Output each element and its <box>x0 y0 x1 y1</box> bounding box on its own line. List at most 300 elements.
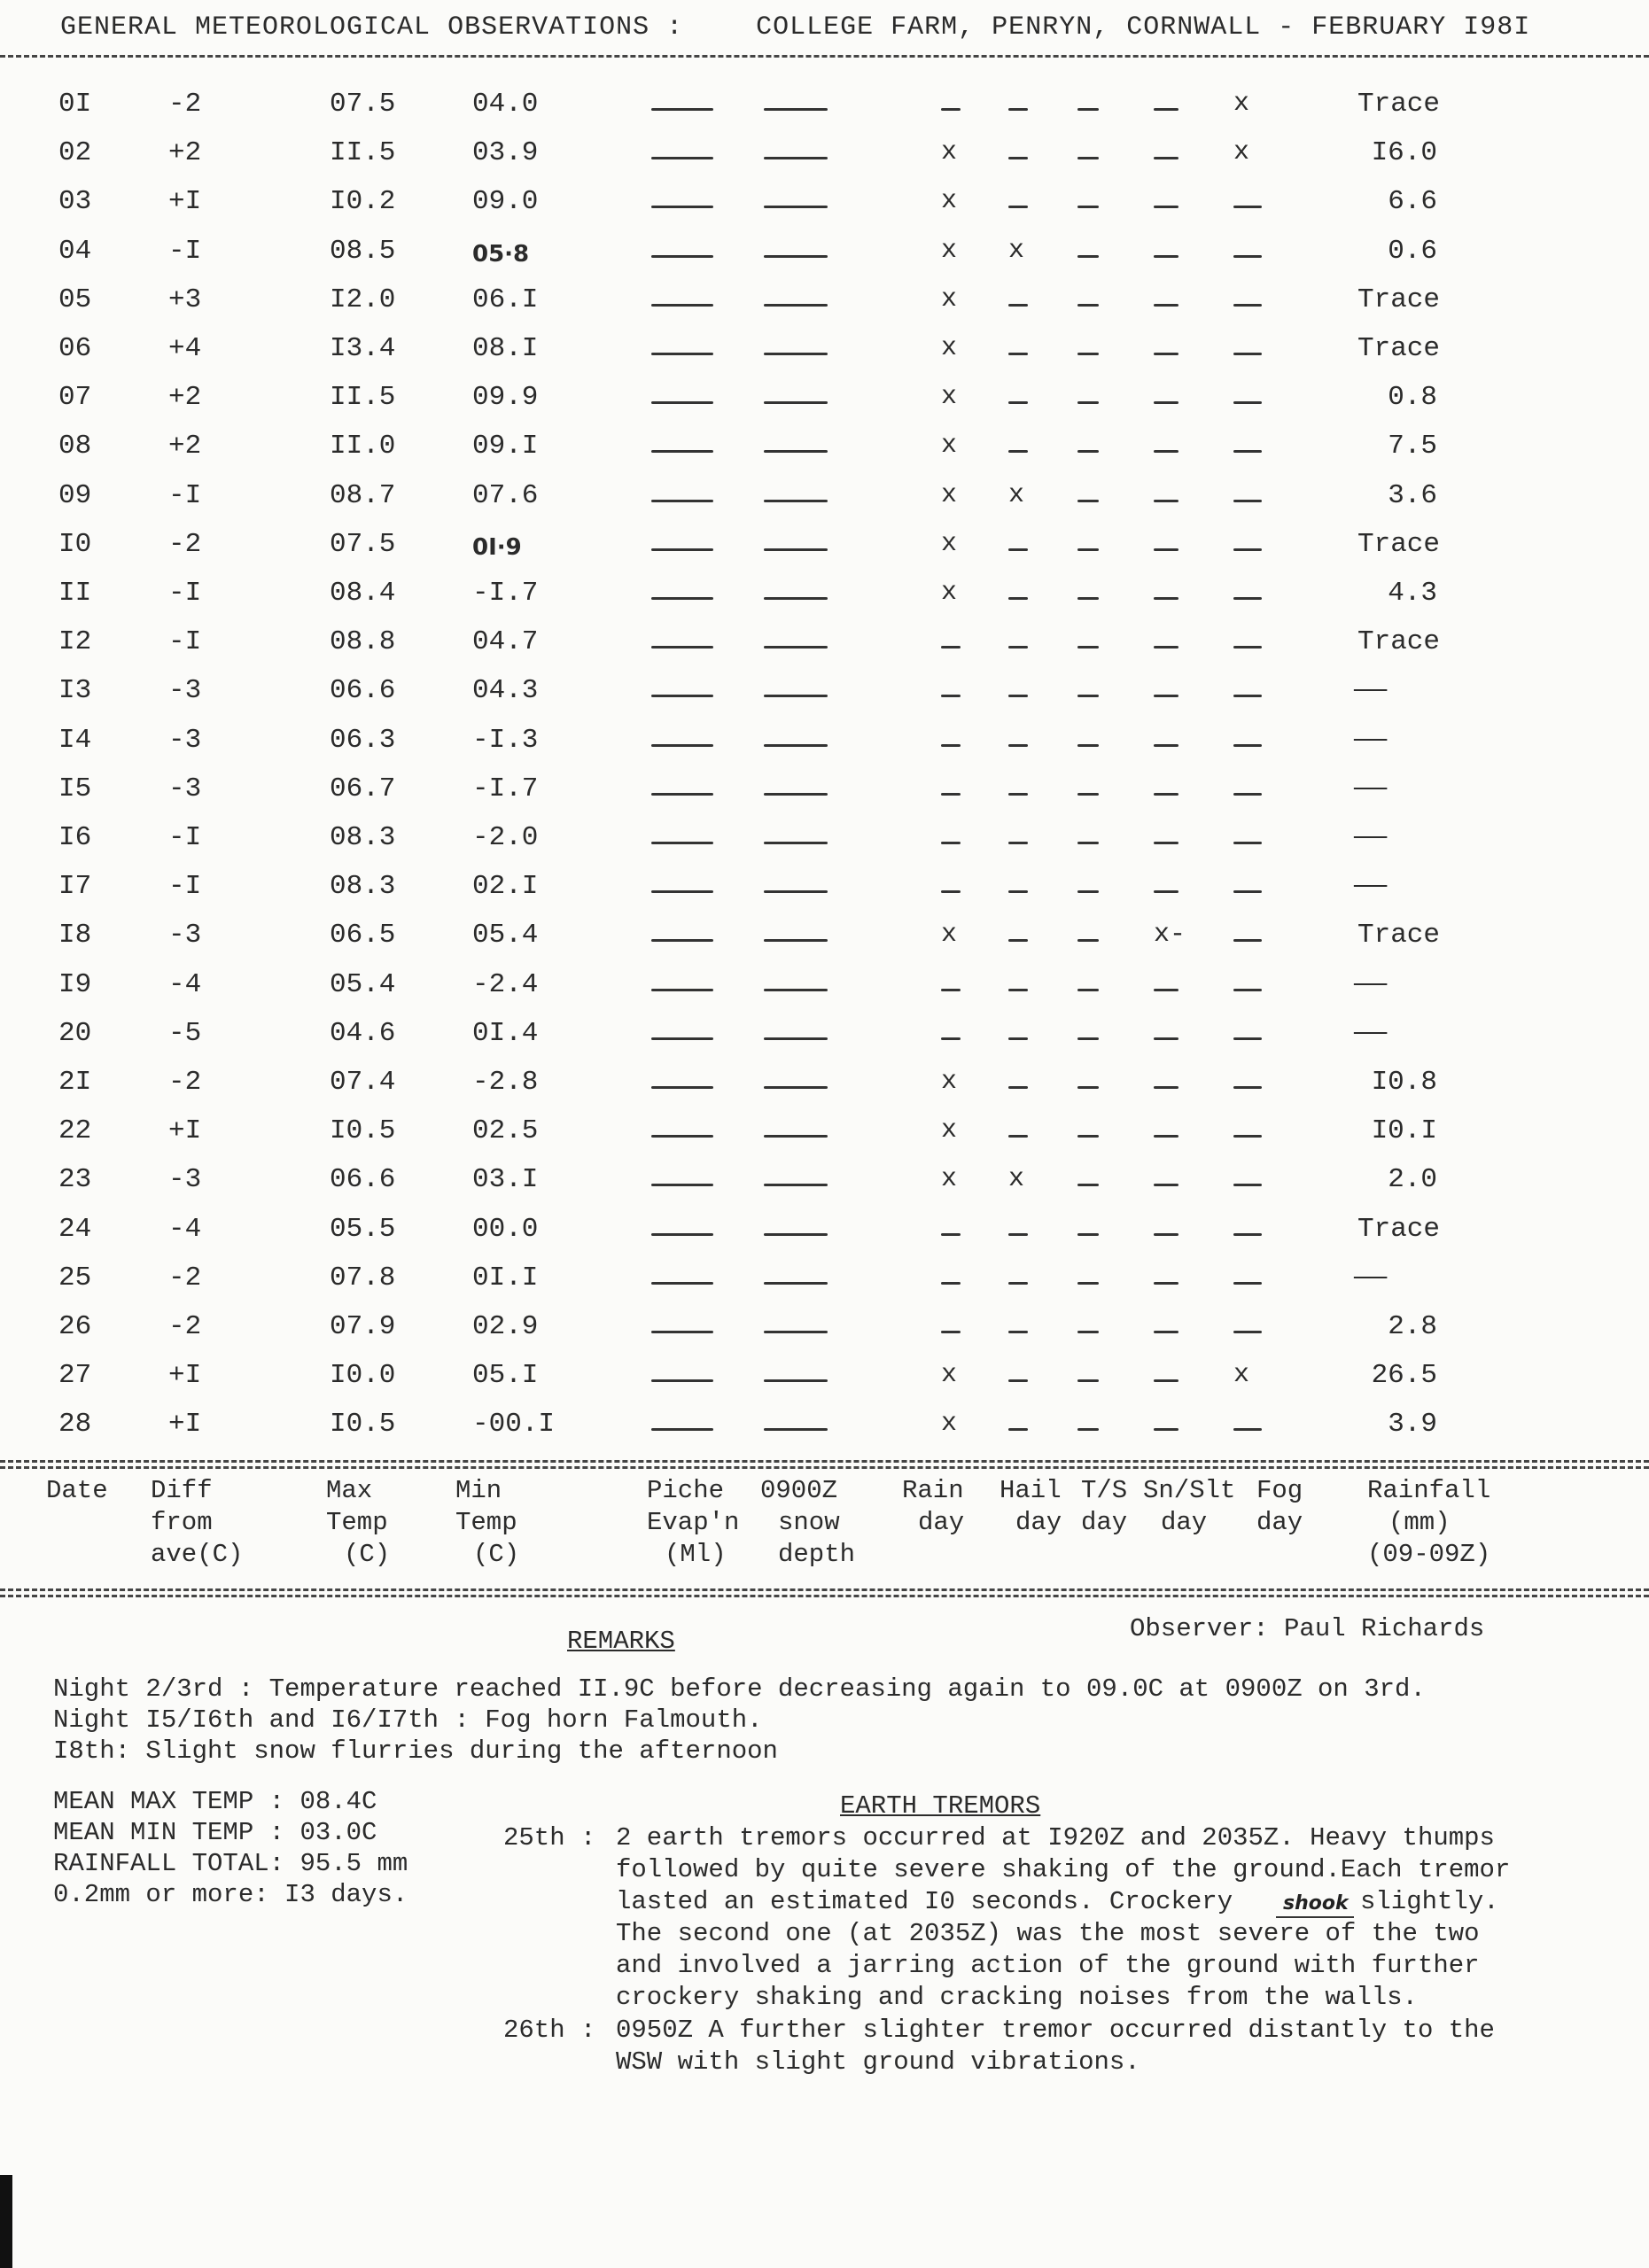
cell-sn-day-empty <box>1154 744 1178 747</box>
cell-date: 08 <box>58 431 92 462</box>
cell-rain-day: x <box>941 1360 958 1391</box>
snow-empty-dash <box>764 1135 828 1138</box>
cell-sn-day-empty <box>1154 842 1178 844</box>
cell-sn-day-empty <box>1154 1135 1178 1138</box>
cell-min-temp: 0I·9 <box>472 533 522 561</box>
cell-rain-day-empty <box>941 695 961 697</box>
table-row <box>0 382 1649 430</box>
cell-fog-day-empty <box>1233 1135 1262 1138</box>
snow-empty-dash <box>764 500 828 502</box>
cell-sn-day-empty <box>1154 890 1178 893</box>
cell-ts-day-empty <box>1077 206 1099 208</box>
cell-ts-day-empty <box>1077 597 1099 600</box>
cell-min-temp: 02.5 <box>472 1115 539 1147</box>
cell-rain-day-empty <box>941 744 961 747</box>
cell-ts-day-empty <box>1077 1135 1099 1138</box>
cell-rain-day: x <box>941 578 958 608</box>
cell-rain-day: x <box>941 186 958 217</box>
piche-empty-dash <box>651 1282 713 1285</box>
cell-sn-day-empty <box>1154 695 1178 697</box>
cell-date: 20 <box>58 1017 92 1049</box>
cell-ts-day-empty <box>1077 1428 1099 1431</box>
cell-diff: -2 <box>168 1311 202 1342</box>
cell-date: I7 <box>58 871 92 903</box>
cell-ts-day-empty <box>1077 1184 1099 1186</box>
cell-diff: +I <box>168 186 202 218</box>
col-head-snow: 0900Z snow depth <box>760 1476 856 1569</box>
cell-diff: +2 <box>168 431 202 462</box>
piche-empty-dash <box>651 646 713 649</box>
cell-rainfall: 2.0 <box>1388 1164 1437 1196</box>
cell-hail-day-empty <box>1008 597 1028 600</box>
cell-date: 25 <box>58 1262 92 1293</box>
cell-ts-day-empty <box>1077 890 1099 893</box>
cell-rainfall: Trace <box>1357 920 1441 951</box>
cell-date: I2 <box>58 626 92 658</box>
cell-sn-day-empty <box>1154 255 1178 258</box>
cell-min-temp: 05.I <box>472 1360 539 1392</box>
cell-rainfall: Trace <box>1357 89 1441 120</box>
snow-empty-dash <box>764 939 828 942</box>
cell-rain-day-empty <box>941 1282 961 1285</box>
cell-rain-day: x <box>941 479 958 510</box>
table-row <box>0 1115 1649 1163</box>
cell-max-temp: 08.8 <box>330 626 396 658</box>
table-row <box>0 675 1649 723</box>
cell-ts-day-empty <box>1077 450 1099 453</box>
cell-hail-day-empty <box>1008 108 1028 111</box>
cell-min-temp: 02.I <box>472 871 539 903</box>
col-head-diff: Diff from ave(C) <box>151 1476 244 1569</box>
summary-rain-days: 0.2mm or more: I3 days. <box>53 1880 408 1909</box>
cell-max-temp: I0.5 <box>330 1409 396 1441</box>
table-row <box>0 1360 1649 1408</box>
cell-sn-day-empty <box>1154 1233 1178 1236</box>
cell-sn-day-empty <box>1154 206 1178 208</box>
cell-fog-day-empty <box>1233 353 1262 355</box>
cell-sn-day-empty <box>1154 1379 1178 1382</box>
snow-empty-dash <box>764 304 828 307</box>
cell-hail-day-empty <box>1008 939 1028 942</box>
observer-name: Observer: Paul Richards <box>1130 1614 1485 1643</box>
remarks-title: REMARKS <box>567 1627 675 1656</box>
cell-ts-day-empty <box>1077 353 1099 355</box>
piche-empty-dash <box>651 401 713 404</box>
cell-ts-day-empty <box>1077 108 1099 111</box>
cell-max-temp: 07.9 <box>330 1311 396 1342</box>
cell-sn-day-empty <box>1154 1282 1178 1285</box>
snow-empty-dash <box>764 1037 828 1040</box>
cell-min-temp: 05.4 <box>472 920 539 951</box>
col-head-date: Date <box>46 1476 108 1505</box>
cell-rain-day: x <box>941 920 958 951</box>
cell-date: I8 <box>58 920 92 951</box>
cell-rainfall: —— <box>1354 675 1388 707</box>
cell-hail-day: x <box>1008 235 1025 266</box>
table-row <box>0 284 1649 332</box>
cell-date: 06 <box>58 333 92 364</box>
cell-hail-day-empty <box>1008 1379 1028 1382</box>
cell-max-temp: 06.6 <box>330 1164 396 1196</box>
cell-rain-day-empty <box>941 1233 961 1236</box>
cell-rainfall: —— <box>1354 871 1388 903</box>
cell-hail-day-empty <box>1008 989 1028 991</box>
cell-fog-day: x <box>1233 137 1250 168</box>
cell-hail-day-empty <box>1008 793 1028 796</box>
cell-rain-day-empty <box>941 793 961 796</box>
summary-rainfall-total: RAINFALL TOTAL: 95.5 mm <box>53 1849 408 1878</box>
cell-fog-day-empty <box>1233 842 1262 844</box>
tremor-date-25th: 25th : <box>503 1823 596 1852</box>
cell-hail-day-empty <box>1008 842 1028 844</box>
tremor-line-8: WSW with slight ground vibrations. <box>616 2047 1140 2077</box>
piche-empty-dash <box>651 1233 713 1236</box>
cell-rain-day: x <box>941 431 958 462</box>
cell-sn-day-empty <box>1154 450 1178 453</box>
piche-empty-dash <box>651 1379 713 1382</box>
cell-fog-day-empty <box>1233 255 1262 258</box>
cell-ts-day-empty <box>1077 157 1099 159</box>
tremor-line-5: and involved a jarring action of the ground with further <box>616 1951 1480 1980</box>
cell-ts-day-empty <box>1077 695 1099 697</box>
table-row <box>0 333 1649 381</box>
piche-empty-dash <box>651 450 713 453</box>
cell-rain-day-empty <box>941 646 961 649</box>
cell-rainfall: 6.6 <box>1388 186 1437 218</box>
cell-hail-day-empty <box>1008 206 1028 208</box>
tremor-line-7: 0950Z A further slighter tremor occurred distantly to the <box>616 2016 1495 2045</box>
cell-min-temp: 08.I <box>472 333 539 364</box>
cell-diff: -3 <box>168 920 202 951</box>
cell-min-temp: -I.7 <box>472 773 539 804</box>
cell-rainfall: —— <box>1354 773 1388 804</box>
cell-hail-day-empty <box>1008 890 1028 893</box>
cell-min-temp: 00.0 <box>472 1213 539 1245</box>
cell-max-temp: II.5 <box>330 382 396 414</box>
piche-empty-dash <box>651 353 713 355</box>
piche-empty-dash <box>651 1135 713 1138</box>
cell-max-temp: 08.3 <box>330 822 396 853</box>
table-row <box>0 578 1649 625</box>
col-head-rainfall: Rainfall (mm) (09-09Z) <box>1367 1476 1491 1569</box>
cell-rain-day-empty <box>941 1037 961 1040</box>
cell-rain-day-empty <box>941 1331 961 1333</box>
cell-rainfall: 3.9 <box>1388 1409 1437 1441</box>
piche-empty-dash <box>651 548 713 551</box>
cell-max-temp: 04.6 <box>330 1017 396 1049</box>
cell-hail-day: x <box>1008 1164 1025 1195</box>
col-head-hail: Hail day <box>1000 1476 1062 1537</box>
heading-bottom-rule-2 <box>0 1595 1649 1597</box>
cell-rain-day-empty <box>941 842 961 844</box>
snow-empty-dash <box>764 206 828 208</box>
snow-empty-dash <box>764 890 828 893</box>
cell-hail-day-empty <box>1008 450 1028 453</box>
table-row <box>0 969 1649 1017</box>
cell-fog-day-empty <box>1233 1184 1262 1186</box>
cell-date: 27 <box>58 1360 92 1392</box>
cell-fog-day-empty <box>1233 1086 1262 1089</box>
cell-date: 07 <box>58 382 92 414</box>
cell-rainfall: —— <box>1354 968 1388 1000</box>
cell-fog-day-empty <box>1233 1331 1262 1333</box>
cell-date: 23 <box>58 1164 92 1196</box>
table-row <box>0 186 1649 234</box>
cell-max-temp: 08.3 <box>330 871 396 903</box>
table-row <box>0 480 1649 528</box>
cell-ts-day-empty <box>1077 1233 1099 1236</box>
piche-empty-dash <box>651 255 713 258</box>
cell-fog-day: x <box>1233 89 1250 119</box>
cell-date: 09 <box>58 479 92 511</box>
cell-fog-day-empty <box>1233 548 1262 551</box>
table-row <box>0 626 1649 674</box>
piche-empty-dash <box>651 939 713 942</box>
cell-rain-day: x <box>941 137 958 168</box>
cell-max-temp: 06.6 <box>330 675 396 707</box>
cell-sn-day-empty <box>1154 548 1178 551</box>
tremor-line-3b: slightly. <box>1360 1887 1499 1916</box>
piche-empty-dash <box>651 1331 713 1333</box>
title-right: COLLEGE FARM, PENRYN, CORNWALL - FEBRUARY I98I <box>756 12 1531 43</box>
tremor-line-3: lasted an estimated I0 seconds. Crockery <box>616 1887 1233 1916</box>
piche-empty-dash <box>651 695 713 697</box>
header-rule <box>0 55 1649 58</box>
cell-rain-day: x <box>941 1164 958 1195</box>
cell-rainfall: 26.5 <box>1371 1360 1437 1392</box>
cell-diff: -4 <box>168 968 202 1000</box>
document-title <box>60 12 1567 43</box>
cell-rainfall: 7.5 <box>1388 431 1437 462</box>
cell-max-temp: I3.4 <box>330 333 396 364</box>
cell-diff: -3 <box>168 724 202 756</box>
cell-sn-day-empty <box>1154 500 1178 502</box>
cell-rainfall: 0.6 <box>1388 235 1437 267</box>
cell-ts-day-empty <box>1077 255 1099 258</box>
snow-empty-dash <box>764 695 828 697</box>
cell-fog-day-empty <box>1233 890 1262 893</box>
title-left: GENERAL METEOROLOGICAL OBSERVATIONS : <box>60 12 684 43</box>
tremor-line-6: crockery shaking and cracking noises from the walls. <box>616 1983 1418 2012</box>
table-row <box>0 529 1649 577</box>
cell-max-temp: 08.7 <box>330 479 396 511</box>
cell-hail-day-empty <box>1008 1331 1028 1333</box>
cell-diff: -I <box>168 626 202 658</box>
cell-rainfall: —— <box>1354 1017 1388 1049</box>
cell-diff: +3 <box>168 284 202 315</box>
snow-empty-dash <box>764 1086 828 1089</box>
cell-min-temp: 0I.I <box>472 1262 539 1293</box>
piche-empty-dash <box>651 157 713 159</box>
tremor-line-4: The second one (at 2035Z) was the most severe of the two <box>616 1919 1480 1948</box>
cell-sn-day-empty <box>1154 1184 1178 1186</box>
cell-rain-day: x <box>941 284 958 315</box>
cell-max-temp: 07.5 <box>330 89 396 120</box>
cell-hail-day-empty <box>1008 695 1028 697</box>
cell-rain-day-empty <box>941 108 961 111</box>
tremor-line-1: 2 earth tremors occurred at I920Z and 2035Z. Heavy thumps <box>616 1823 1495 1852</box>
cell-min-temp: 06.I <box>472 284 539 315</box>
cell-date: 2I <box>58 1067 92 1098</box>
cell-date: 05 <box>58 284 92 315</box>
cell-sn-day-empty <box>1154 989 1178 991</box>
cell-sn-day-empty <box>1154 401 1178 404</box>
cell-ts-day-empty <box>1077 1331 1099 1333</box>
cell-min-temp: -2.0 <box>472 822 539 853</box>
table-row <box>0 1214 1649 1262</box>
cell-ts-day-empty <box>1077 304 1099 307</box>
cell-fog-day-empty <box>1233 1428 1262 1431</box>
piche-empty-dash <box>651 1184 713 1186</box>
cell-ts-day-empty <box>1077 989 1099 991</box>
snow-empty-dash <box>764 450 828 453</box>
handwritten-shook: shook <box>1283 1892 1349 1915</box>
cell-sn-day-empty <box>1154 353 1178 355</box>
cell-diff: +4 <box>168 333 202 364</box>
cell-max-temp: II.5 <box>330 137 396 169</box>
cell-date: I3 <box>58 675 92 707</box>
cell-rain-day: x <box>941 528 958 559</box>
cell-ts-day-empty <box>1077 1037 1099 1040</box>
cell-rainfall: 3.6 <box>1388 479 1437 511</box>
cell-min-temp: -00.I <box>472 1409 556 1441</box>
cell-fog-day-empty <box>1233 939 1262 942</box>
cell-diff: -I <box>168 822 202 853</box>
cell-hail-day-empty <box>1008 1233 1028 1236</box>
col-head-piche: Piche Evap'n (Ml) <box>647 1476 740 1569</box>
cell-sn-day: x- <box>1154 920 1186 951</box>
table-row <box>0 920 1649 967</box>
cell-min-temp: 04.7 <box>472 626 539 658</box>
snow-empty-dash <box>764 108 828 111</box>
piche-empty-dash <box>651 1428 713 1431</box>
cell-hail-day-empty <box>1008 548 1028 551</box>
cell-diff: -2 <box>168 1262 202 1293</box>
cell-rain-day: x <box>941 1067 958 1097</box>
table-row <box>0 1409 1649 1456</box>
col-head-fog: Fog day <box>1256 1476 1303 1537</box>
cell-diff: +I <box>168 1409 202 1441</box>
cell-sn-day-empty <box>1154 1086 1178 1089</box>
cell-min-temp: 09.0 <box>472 186 539 218</box>
cell-diff: -2 <box>168 89 202 120</box>
cell-sn-day-empty <box>1154 597 1178 600</box>
piche-empty-dash <box>651 500 713 502</box>
cell-date: I9 <box>58 968 92 1000</box>
snow-empty-dash <box>764 1331 828 1333</box>
table-row <box>0 236 1649 284</box>
cell-rain-day: x <box>941 1409 958 1440</box>
table-row <box>0 89 1649 136</box>
table-row <box>0 137 1649 185</box>
cell-max-temp: 08.4 <box>330 578 396 609</box>
cell-max-temp: II.0 <box>330 431 396 462</box>
cell-diff: -2 <box>168 528 202 560</box>
cell-rain-day: x <box>941 382 958 413</box>
table-row <box>0 725 1649 773</box>
tremors-title: EARTH TREMORS <box>840 1791 1041 1821</box>
cell-max-temp: 07.4 <box>330 1067 396 1098</box>
cell-rainfall: 2.8 <box>1388 1311 1437 1342</box>
cell-sn-day-empty <box>1154 646 1178 649</box>
cell-sn-day-empty <box>1154 1037 1178 1040</box>
cell-date: 04 <box>58 235 92 267</box>
cell-diff: -I <box>168 578 202 609</box>
cell-diff: +2 <box>168 382 202 414</box>
cell-min-temp: -2.8 <box>472 1067 539 1098</box>
cell-rainfall: I0.8 <box>1371 1067 1437 1098</box>
cell-max-temp: 07.5 <box>330 528 396 560</box>
cell-date: 02 <box>58 137 92 169</box>
cell-ts-day-empty <box>1077 500 1099 502</box>
cell-diff: -3 <box>168 1164 202 1196</box>
piche-empty-dash <box>651 989 713 991</box>
cell-max-temp: 07.8 <box>330 1262 396 1293</box>
cell-hail-day-empty <box>1008 1135 1028 1138</box>
piche-empty-dash <box>651 793 713 796</box>
cell-hail-day-empty <box>1008 1428 1028 1431</box>
cell-min-temp: 03.9 <box>472 137 539 169</box>
cell-hail-day-empty <box>1008 353 1028 355</box>
cell-min-temp: 05·8 <box>472 240 530 268</box>
cell-ts-day-empty <box>1077 1282 1099 1285</box>
table-row <box>0 1067 1649 1115</box>
cell-rain-day-empty <box>941 890 961 893</box>
cell-rainfall: —— <box>1354 822 1388 853</box>
cell-min-temp: 09.I <box>472 431 539 462</box>
cell-hail-day-empty <box>1008 1037 1028 1040</box>
cell-min-temp: 04.3 <box>472 675 539 707</box>
snow-empty-dash <box>764 548 828 551</box>
cell-min-temp: 03.I <box>472 1164 539 1196</box>
col-head-ts: T/S day <box>1081 1476 1128 1537</box>
cell-fog-day-empty <box>1233 597 1262 600</box>
cell-sn-day-empty <box>1154 1428 1178 1431</box>
snow-empty-dash <box>764 157 828 159</box>
remark-line-1: Night 2/3rd : Temperature reached II.9C before decreasing again to 09.0C at 0900Z on 3rd. <box>53 1674 1426 1704</box>
cell-diff: -2 <box>168 1067 202 1098</box>
cell-fog-day: x <box>1233 1360 1250 1391</box>
cell-max-temp: 06.3 <box>330 724 396 756</box>
col-head-sn: Sn/Slt day <box>1143 1476 1236 1537</box>
handwritten-underline <box>1276 1916 1354 1918</box>
cell-min-temp: -I.7 <box>472 578 539 609</box>
cell-date: II <box>58 578 92 609</box>
tremor-line-2: followed by quite severe shaking of the ground.Each tremor <box>616 1855 1511 1884</box>
snow-empty-dash <box>764 1282 828 1285</box>
cell-diff: +2 <box>168 137 202 169</box>
cell-fog-day-empty <box>1233 695 1262 697</box>
cell-fog-day-empty <box>1233 1282 1262 1285</box>
snow-empty-dash <box>764 1379 828 1382</box>
snow-empty-dash <box>764 597 828 600</box>
cell-ts-day-empty <box>1077 842 1099 844</box>
cell-fog-day-empty <box>1233 304 1262 307</box>
cell-max-temp: I0.2 <box>330 186 396 218</box>
cell-rainfall: Trace <box>1357 284 1441 315</box>
cell-diff: -3 <box>168 675 202 707</box>
snow-empty-dash <box>764 353 828 355</box>
cell-max-temp: 05.4 <box>330 968 396 1000</box>
table-row <box>0 1311 1649 1359</box>
cell-fog-day-empty <box>1233 646 1262 649</box>
cell-date: I0 <box>58 528 92 560</box>
cell-min-temp: -2.4 <box>472 968 539 1000</box>
tremor-date-26th: 26th : <box>503 2016 596 2045</box>
cell-fog-day-empty <box>1233 1037 1262 1040</box>
cell-fog-day-empty <box>1233 450 1262 453</box>
snow-empty-dash <box>764 1428 828 1431</box>
